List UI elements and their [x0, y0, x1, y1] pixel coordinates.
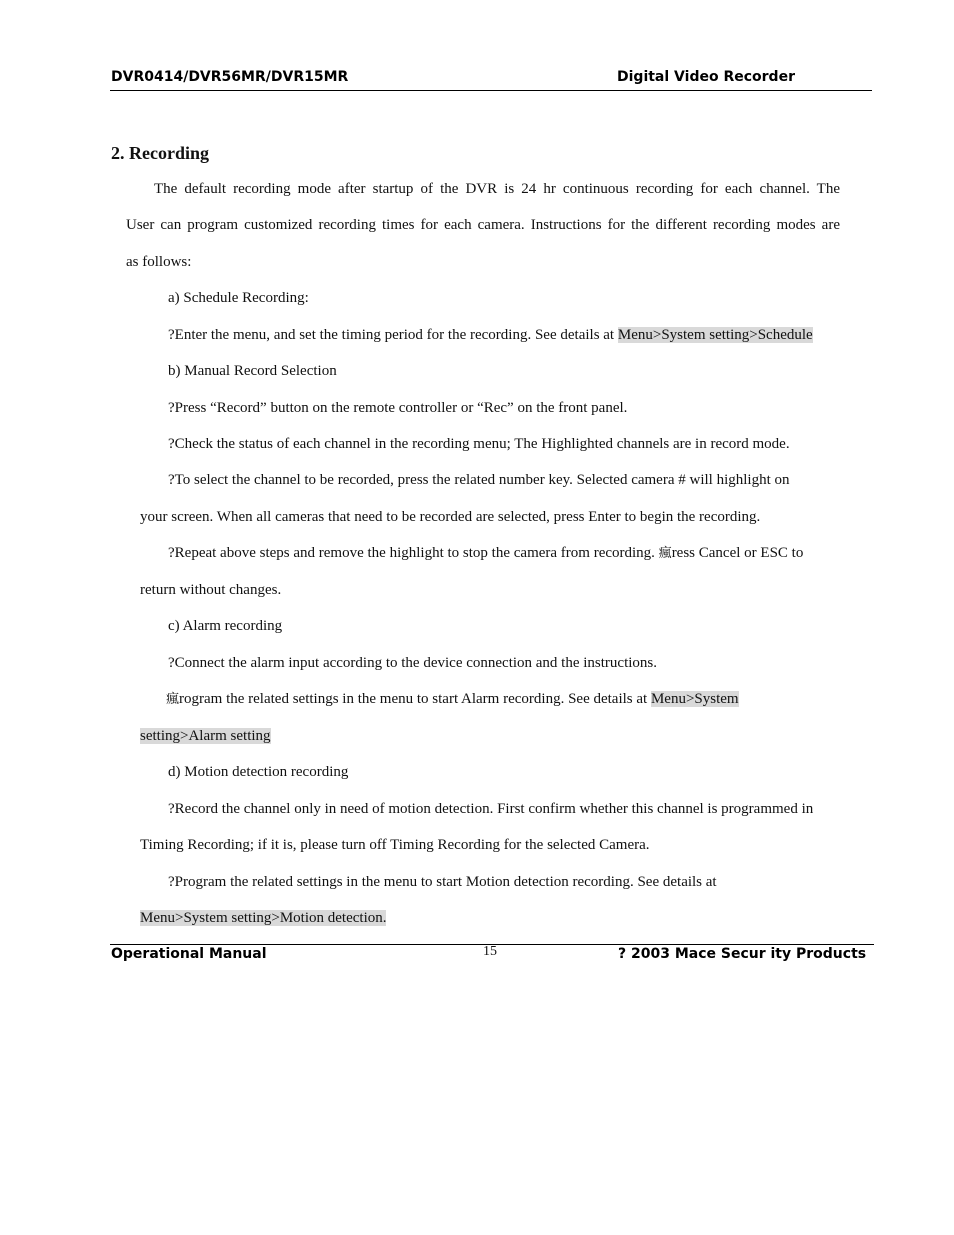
manual-item-4-text-b: ress Cancel or ESC to: [671, 545, 804, 561]
motion-item-2-line-2: [140, 909, 386, 927]
section-title: 2. Recording: [111, 143, 209, 163]
intro-line-3: as follows:: [126, 254, 192, 270]
motion-link[interactable]: Menu>System setting>Motion detection.: [140, 910, 387, 926]
footer-manual: Operational Manual: [111, 946, 267, 962]
alarm-item-1: ?Connect the alarm input according to the device connection and the instructions.: [168, 655, 658, 671]
header-product: Digital Video Recorder: [617, 69, 795, 85]
alarm-label: c) Alarm recording: [168, 618, 283, 634]
manual-item-4-line-1: [168, 544, 803, 563]
manual-item-3-line-1: ?To select the channel to be recorded, press the related number key. Selected camera # will highlight on: [168, 472, 790, 488]
intro-line-1: The default recording mode after startup of the DVR is 24 hr continuous recording for each channel. The: [154, 181, 840, 197]
manual-item-4-line-2: return without changes.: [140, 582, 282, 598]
alarm-item-2-line-2: [140, 727, 271, 745]
alarm-link-part-1[interactable]: Menu>System: [650, 691, 739, 707]
manual-item-3-line-2: your screen. When all cameras that need to be recorded are selected, press Enter to begin the recording.: [140, 509, 761, 525]
garbled-glyph-icon: 瘋: [658, 546, 672, 561]
manual-item-1: ?Press “Record” button on the remote controller or “Rec” on the front panel.: [168, 400, 628, 416]
motion-item-1-line-2: Timing Recording; if it is, please turn off Timing Recording for the selected Camera.: [140, 837, 650, 853]
alarm-link-part-2[interactable]: setting>Alarm setting: [140, 728, 271, 744]
motion-item-1-line-1: ?Record the channel only in need of motion detection. First confirm whether this channel is programmed in: [168, 801, 814, 817]
header-rule: [110, 90, 872, 91]
garbled-glyph-icon: 瘋: [166, 692, 180, 707]
footer-copyright: ? 2003 Mace Secur ity Products: [618, 946, 867, 962]
schedule-label: a) Schedule Recording:: [168, 290, 309, 306]
motion-item-2-line-1: ?Program the related settings in the menu to start Motion detection recording. See details at: [168, 874, 717, 890]
schedule-link[interactable]: Menu>System setting>Schedule: [617, 327, 813, 343]
manual-item-2: ?Check the status of each channel in the recording menu; The Highlighted channels are in record mode.: [168, 436, 790, 452]
page-number: 15: [483, 944, 497, 959]
manual-label: b) Manual Record Selection: [168, 363, 337, 379]
header-model: DVR0414/DVR56MR/DVR15MR: [111, 69, 349, 85]
schedule-item: [168, 326, 813, 344]
alarm-item-2-text: rogram the related settings in the menu to start Alarm recording. See details at: [179, 691, 651, 707]
alarm-item-2-line-1: [166, 690, 739, 709]
motion-label: d) Motion detection recording: [168, 764, 349, 780]
schedule-item-text: ?Enter the menu, and set the timing period for the recording. See details at: [168, 327, 618, 343]
intro-line-2: User can program customized recording times for each camera. Instructions for the different recording modes are: [126, 217, 840, 233]
manual-item-4-text-a: ?Repeat above steps and remove the highlight to stop the camera from recording.: [168, 545, 659, 561]
